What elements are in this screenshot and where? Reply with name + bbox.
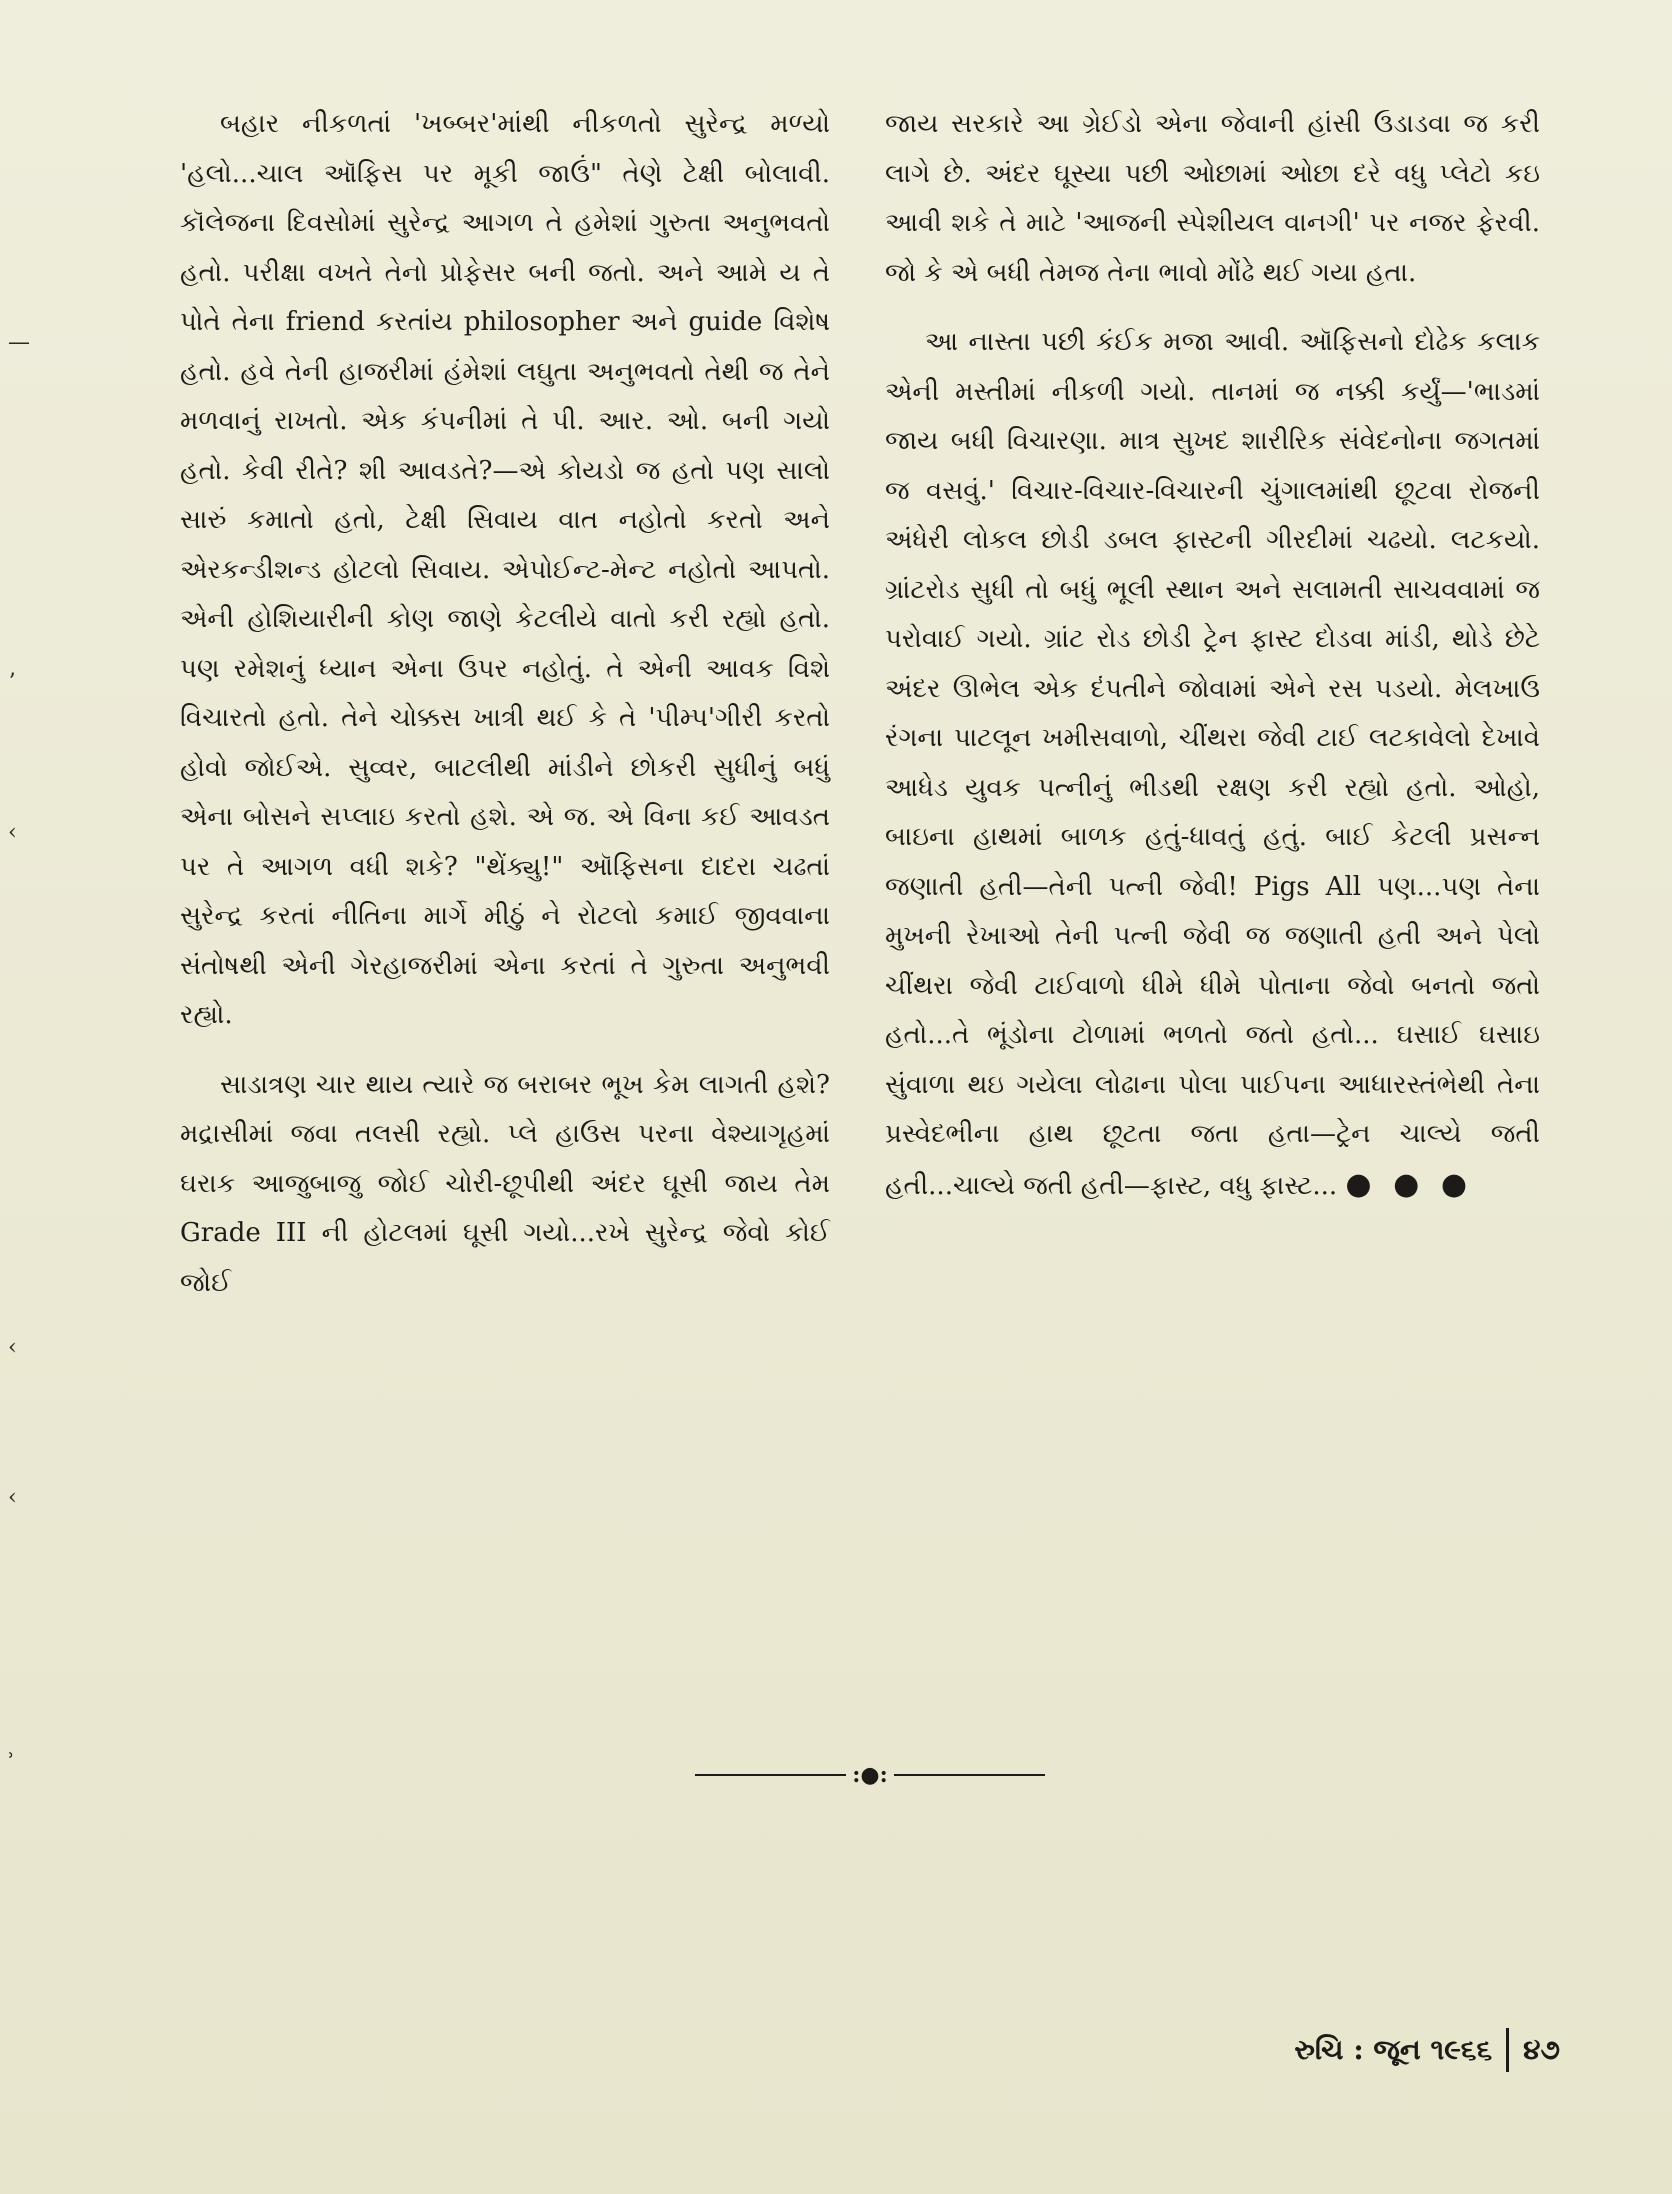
separator-ornament: :●: xyxy=(852,1762,888,1788)
margin-mark-curl: ʾ xyxy=(8,1750,15,1775)
margin-mark-tick: ‹ xyxy=(8,1335,17,1360)
margin-mark-comma: ʼ xyxy=(8,670,15,695)
left-column xyxy=(180,100,830,1308)
footer-divider-bar xyxy=(1506,2028,1509,2072)
margin-mark-dash: — xyxy=(8,330,30,355)
separator-line-right xyxy=(894,1774,1045,1776)
left-paragraph-2-text: સાડાત્રણ ચાર થાય ત્યારે જ બરાબર ભૂખ કેમ લાગતી હશે? મદ્રાસીમાં જવા તલસી રહ્યો. પ્લે હાઉસ પરના વેશ્યાગૃહમાં ઘરાક આજુબાજુ જોઈ ચોરી-છૂપીથી અંદર ઘૂસી જાય તેમ Grade III ની હોટલમાં ઘૂસી ગયો...રખે સુરેન્દ્ર જેવો કોઈ જોઈ xyxy=(180,1069,830,1298)
left-paragraph-1 xyxy=(180,100,830,1041)
end-marker-dots: ● ● ● xyxy=(1345,1166,1474,1202)
footer-page-number: ૪૭ xyxy=(1523,2033,1560,2066)
footer-magazine-issue: રુચિ : જૂન ૧૯૬૬ xyxy=(1294,2033,1493,2066)
margin-mark-hook-2: ‹ xyxy=(8,1485,17,1510)
right-column xyxy=(885,100,1540,1211)
left-paragraph-1-text: બહાર નીકળતાં 'ખબ્બર'માંથી નીકળતો સુરેન્દ્ર મળ્યો 'હલો...ચાલ ઑફિસ પર મૂકી જાઉં" તેણે ટેક્ષી બોલાવી. કૉલેજના દિવસોમાં સુરેન્દ્ર આગળ તે હમેશાં ગુરુતા અનુભવતો હતો. પરીક્ષા વખતે તેનો પ્રોફેસર બની જતો. અને આમે ય તે પોતે તેના friend કરતાંય philosopher અને guide વિશેષ હતો. હવે તેની હાજરીમાં હંમેશાં લઘુતા અનુભવતો તેથી જ તેને મળવાનું રાખતો. એક કંપનીમાં તે પી. આર. ઓ. બની ગયો હતો. કેવી રીતે? શી આવડતે?—એ કોયડો જ હતો પણ સાલો સારું કમાતો હતો, ટેક્ષી સિવાય વાત નહોતો કરતો અને એરકન્ડીશન્ડ હોટલો સિવાય. એપોઈન્ટ-મેન્ટ નહોતો આપતો. એની હોશિયારીની કોણ જાણે કેટલીયે વાતો કરી રહ્યો હતો. પણ રમેશનું ધ્યાન એના ઉપર નહોતું. તે એની આવક વિશે વિચારતો હતો. તેને ચોક્કસ ખાત્રી થઈ કે તે 'પીમ્પ'ગીરી કરતો હોવો જોઈએ. સુવ્વર, બાટલીથી માંડીને છોકરી સુધીનું બધું એના બોસને સપ્લાઇ કરતો હશે. એ જ. એ વિના કઈ આવડત પર તે આગળ વધી શકે? "થેંક્યુ!" ઑફિસના દાદરા ચઢતાં સુરેન્દ્ર કરતાં નીતિના માર્ગે મીઠું ને રોટલો કમાઈ જીવવાના સંતોષથી એની ગેરહાજરીમાં એના કરતાં તે ગુરુતા અનુભવી રહ્યો. xyxy=(180,109,830,1030)
page-footer xyxy=(1180,2030,1560,2070)
margin-mark-hook: ‹ xyxy=(8,820,17,845)
section-separator xyxy=(695,1760,1045,1790)
separator-line-left xyxy=(695,1774,846,1776)
right-paragraph-1 xyxy=(885,100,1540,298)
right-paragraph-2 xyxy=(885,318,1540,1211)
left-paragraph-2 xyxy=(180,1061,830,1309)
right-paragraph-1-text: જાય સરકારે આ ગ્રેઈડો એના જેવાની હાંસી ઉડાડવા જ કરી લાગે છે. અંદર ઘૂસ્યા પછી ઓછામાં ઓછા દરે વધુ પ્લેટો કઇ આવી શકે તે માટે 'આજની સ્પેશીયલ વાનગી' પર નજર ફેરવી. જો કે એ બધી તેમજ તેના ભાવો મોંઢે થઈ ગયા હતા. xyxy=(885,109,1540,288)
right-paragraph-2-text: આ નાસ્તા પછી કંઈક મજા આવી. ઑફિસનો દોઢેક કલાક એની મસ્તીમાં નીકળી ગયો. તાનમાં જ નક્કી કર્યું—'ભાડમાં જાય બધી વિચારણા. માત્ર સુખદ શારીરિક સંવેદનોના જગતમાં જ વસવું.' વિચાર-વિચાર-વિચારની ચુંગાલમાંથી છૂટવા રોજની અંધેરી લોકલ છોડી ડબલ ફાસ્ટની ગીરદીમાં ચઢયો. લટકયો. ગ્રાંટરોડ સુધી તો બધું ભૂલી સ્થાન અને સલામતી સાચવવામાં જ પરોવાઈ ગયો. ગ્રાંટ રોડ છોડી ટ્રેન ફાસ્ટ દોડવા માંડી, થોડે છેટે અંદર ઊભેલ એક દંપતીને જોવામાં એને રસ પડયો. મેલખાઉ રંગના પાટલૂન ખમીસવાળો, ચીંથરા જેવી ટાઈ લટકાવેલો દેખાવે આધેડ યુવક પત્નીનું ભીડથી રક્ષણ કરી રહ્યો હતો. ઓહો, બાઇના હાથમાં બાળક હતું-ધાવતું હતું. બાઈ કેટલી પ્રસન્ન જણાતી હતી—તેની પત્ની જેવી! Pigs All પણ...પણ તેના મુખની રેખાઓ તેની પત્ની જેવી જ જણાતી હતી અને પેલો ચીંથરા જેવી ટાઈવાળો ધીમે ધીમે પોતાના જેવો બનતો જતો હતો...તે ભૂંડોના ટોળામાં ભળતો જતો હતો... ઘસાઈ ઘસાઇ સુંવાળા થઇ ગયેલા લોઢાના પોલા પાઈપના આધારસ્તંભેથી તેના પ્રસ્વેદભીના હાથ છૂટતા જતા હતા—ટ્રેન ચાલ્યે જતી હતી...ચાલ્યે જતી હતી—ફાસ્ટ, વધુ ફાસ્ટ... xyxy=(885,327,1540,1201)
